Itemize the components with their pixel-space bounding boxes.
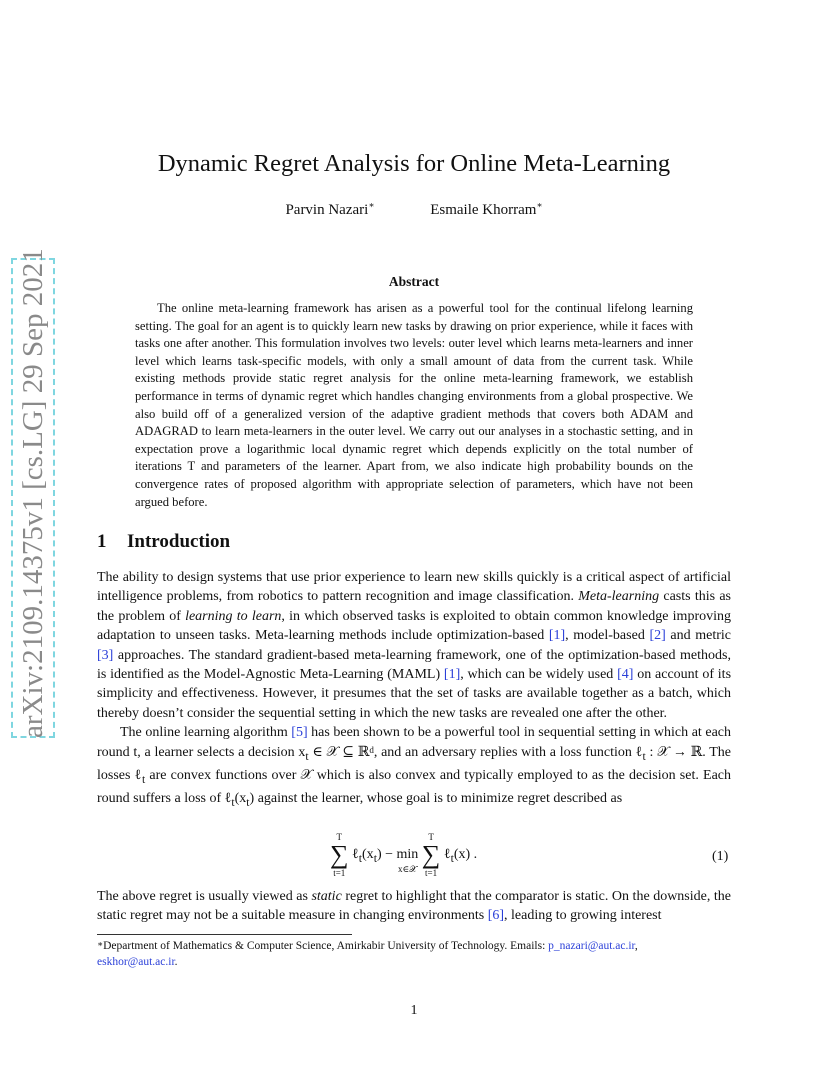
summation-2: T ∑ t=1 bbox=[421, 832, 441, 878]
citation-link[interactable]: [1] bbox=[548, 628, 566, 644]
summation-1: T ∑ t=1 bbox=[330, 832, 349, 878]
citation-link[interactable]: [2] bbox=[649, 628, 666, 644]
section-heading bbox=[97, 531, 230, 553]
abstract-body bbox=[135, 300, 693, 511]
citation-link[interactable]: [6] bbox=[487, 908, 505, 924]
section-title: Introduction bbox=[127, 531, 231, 552]
citation-link[interactable]: [4] bbox=[617, 667, 634, 683]
intro-paragraph-2: The online learning algorithm [5] has been shown to be a powerful tool in sequential setting in which at each round t, a learner selects a decision $x_t$ ∈ 𝒳 ⊆ ℝ$^d$, and an adversary replies with a loss function ℓ$_t$ : 𝒳 → ℝ. The losses ℓ$_t$ are convex functions over 𝒳 which is also convex and typically employed to as the decision set. Each round suffers a loss of $\ell_t(x_t)$ against the learner, whose goal is to minimize regret described as bbox=[97, 725, 731, 809]
section-number: 1 bbox=[97, 531, 107, 552]
citation-link[interactable]: [3] bbox=[97, 647, 114, 663]
abstract-heading: Abstract bbox=[388, 274, 440, 289]
citation-link[interactable]: [5] bbox=[291, 725, 308, 741]
paper-title: Dynamic Regret Analysis for Online Meta-Learning bbox=[157, 150, 671, 177]
author-2: Esmaile Khorram∗ bbox=[430, 200, 543, 218]
intro-body bbox=[97, 568, 731, 812]
abstract-text: The online meta-learning framework has arisen as a powerful tool for the continual lifelong learning setting. The goal for an agent is to quickly learn new tasks by drawing on prior experience, while it faces with tasks one after another. This formulation involves two levels: outer level which learns meta-learners and inner level which learns task-specific models, with only a small amount of data from the current task. While existing methods provide static regret analysis for the online meta-learning framework, we establish performance in terms of dynamic regret which handles changing environments from a global prospective. We also build off of a generalized version of the adaptive gradient methods that covers both ADAM and ADAGRAD to learn meta-learners in the outer level. We carry out our analyses in a stochastic setting, and in expectation prove a logarithmic local dynamic regret which depends explicitly on the total number of iterations T and parameters of the learner. Apart from, we also indicate high probability bounds on the convergence rates of proposed algorithm with appropriate selection of parameters, which have not been argued before. bbox=[135, 301, 693, 509]
equation-number: (1) bbox=[712, 849, 729, 864]
min-operator: min x∈𝒳 bbox=[396, 847, 419, 874]
citation-link[interactable]: [1] bbox=[443, 667, 461, 683]
footnote: ∗Department of Mathematics & Computer Science, Amirkabir University of Technology. Emails: p_nazari@aut.ac.ir, eskhor@aut.ac.ir. bbox=[97, 939, 638, 968]
arxiv-identifier[interactable]: arXiv:2109.14375v1 [cs.LG] 29 Sep 2021 bbox=[17, 248, 49, 738]
author-1: Parvin Nazari∗ bbox=[285, 200, 375, 218]
email-link-1[interactable]: p_nazari@aut.ac.ir bbox=[548, 940, 635, 952]
email-link-2[interactable]: eskhor@aut.ac.ir bbox=[97, 956, 175, 968]
equation-1 bbox=[0, 832, 828, 884]
author-list bbox=[0, 202, 828, 219]
regret-formula: T ∑ t=1 $\ell_t(x_t)$ − min x∈𝒳 T ∑ t=1 ℓ$_t$(x) . bbox=[330, 832, 478, 878]
intro-paragraph-3: The above regret is usually viewed as static regret to highlight that the comparator is static. On the downside, the static regret may not be a suitable measure in changing environments [6], leading to growing interest bbox=[97, 889, 731, 924]
intro-paragraph-1: The ability to design systems that use prior experience to learn new skills quickly is a critical aspect of artificial intelligence problems, from robotics to pattern recognition and image classification. Meta-learning casts this as the problem of learning to learn, in which observed tasks is exploited to obtain common knowledge improving adaptation to unseen tasks. Meta-learning methods include optimization-based [1], model-based [2] and metric [3] approaches. The standard gradient-based meta-learning framework, one of the optimization-based methods, is identified as the Model-Agnostic Meta-Learning (MAML) [1], which can be widely used [4] on account of its simplicity and effectiveness. However, it presumes that the set of tasks are available together as a batch, which thereby doesn’t consider the sequential setting in which the new tasks are revealed one after the other. bbox=[97, 570, 732, 721]
page-number: 1 bbox=[410, 1003, 418, 1018]
intro-continued bbox=[97, 887, 731, 926]
footnote-rule bbox=[97, 934, 352, 935]
